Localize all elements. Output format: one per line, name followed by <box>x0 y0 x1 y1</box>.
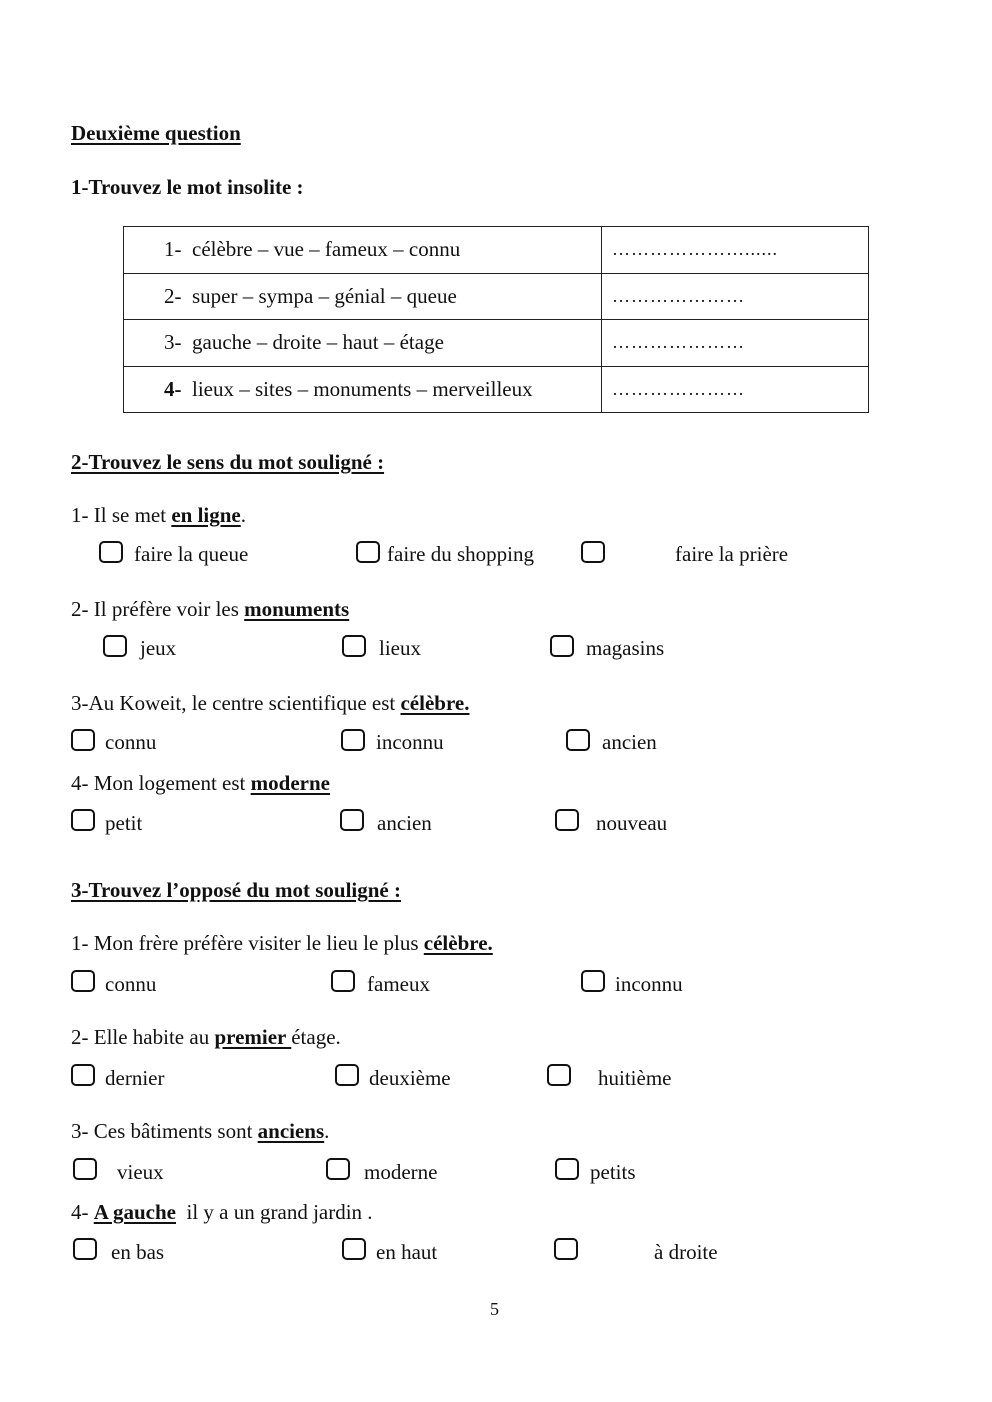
word-list-cell <box>124 273 602 320</box>
underlined-word: monuments <box>244 597 350 621</box>
answer-blank[interactable]: …………………...... <box>602 227 869 274</box>
option-label: faire la prière <box>675 542 789 566</box>
option-label: nouveau <box>596 811 668 835</box>
question-text: 1- Mon frère préfère visiter le lieu le plus <box>71 931 424 955</box>
option-label: inconnu <box>376 730 444 754</box>
option-label: fameux <box>367 972 430 996</box>
question-text: 2- Elle habite au <box>71 1025 215 1049</box>
checkbox[interactable] <box>73 1238 97 1260</box>
checkbox[interactable] <box>555 809 579 831</box>
underlined-word: célèbre. <box>400 691 470 715</box>
checkbox[interactable] <box>71 1064 95 1086</box>
checkbox[interactable] <box>356 541 380 563</box>
word-list-cell <box>124 227 602 274</box>
page-number: 5 <box>490 1299 499 1319</box>
row-number: 3- <box>164 330 182 355</box>
row-number: 2- <box>164 283 182 308</box>
odd-word-table <box>123 226 869 413</box>
checkbox[interactable] <box>554 1238 578 1260</box>
checkbox[interactable] <box>335 1064 359 1086</box>
checkbox[interactable] <box>550 635 574 657</box>
option-label: à droite <box>654 1240 718 1264</box>
question-text: 4- <box>71 1200 94 1224</box>
option-label: moderne <box>364 1160 438 1184</box>
word-list: gauche – droite – haut – étage <box>192 330 444 355</box>
question-text: 4- Mon logement est <box>71 771 251 795</box>
option-label: inconnu <box>615 972 683 996</box>
option-label: connu <box>105 972 157 996</box>
word-list: célèbre – vue – fameux – connu <box>192 237 461 262</box>
option-label: ancien <box>377 811 432 835</box>
question-line <box>71 1200 373 1224</box>
option-label: dernier <box>105 1066 165 1090</box>
checkbox[interactable] <box>99 541 123 563</box>
question-line <box>71 1119 329 1143</box>
question-text: 2- Il préfère voir les <box>71 597 245 621</box>
underlined-word: anciens <box>257 1119 325 1143</box>
part2-title: 2-Trouvez le sens du mot souligné : <box>71 450 385 474</box>
part3-title: 3-Trouvez l’opposé du mot souligné : <box>71 878 401 902</box>
option-label: vieux <box>117 1160 164 1184</box>
answer-blank[interactable]: ………………… <box>602 320 869 367</box>
question-tail: il y a un grand jardin . <box>176 1200 373 1224</box>
option-label: faire la queue <box>134 542 249 566</box>
answer-blank[interactable]: ………………… <box>602 273 869 320</box>
question-tail: . <box>240 503 246 527</box>
option-label: petit <box>105 811 143 835</box>
underlined-word: A gauche <box>93 1200 177 1224</box>
word-list-cell <box>124 320 602 367</box>
checkbox[interactable] <box>331 970 355 992</box>
checkbox[interactable] <box>566 729 590 751</box>
checkbox[interactable] <box>71 970 95 992</box>
part1-title: 1-Trouvez le mot insolite : <box>71 175 304 199</box>
word-list-cell <box>124 366 602 413</box>
option-label: deuxième <box>369 1066 451 1090</box>
question-tail: étage. <box>291 1025 341 1049</box>
checkbox[interactable] <box>103 635 127 657</box>
option-label: en bas <box>111 1240 165 1264</box>
table-row <box>124 273 869 320</box>
table-row <box>124 320 869 367</box>
row-number: 1- <box>164 237 182 262</box>
option-label: petits <box>590 1160 636 1184</box>
underlined-word: premier <box>214 1025 292 1049</box>
question-line <box>71 691 469 715</box>
option-label: ancien <box>602 730 657 754</box>
option-label: lieux <box>379 636 421 660</box>
option-label: faire du shopping <box>387 542 534 566</box>
table-row <box>124 227 869 274</box>
checkbox[interactable] <box>71 729 95 751</box>
checkbox[interactable] <box>326 1158 350 1180</box>
row-number: 4- <box>164 376 182 401</box>
question-text: 3-Au Koweit, le centre scientifique est <box>71 691 401 715</box>
checkbox[interactable] <box>71 809 95 831</box>
checkbox[interactable] <box>581 541 605 563</box>
checkbox[interactable] <box>342 1238 366 1260</box>
word-list: lieux – sites – monuments – merveilleux <box>192 376 533 401</box>
question-line <box>71 1025 341 1049</box>
checkbox[interactable] <box>340 809 364 831</box>
checkbox[interactable] <box>342 635 366 657</box>
checkbox[interactable] <box>73 1158 97 1180</box>
option-label: jeux <box>140 636 177 660</box>
answer-blank[interactable]: ………………… <box>602 366 869 413</box>
underlined-word: moderne <box>250 771 330 795</box>
option-label: connu <box>105 730 157 754</box>
checkbox[interactable] <box>547 1064 571 1086</box>
option-label: magasins <box>586 636 665 660</box>
word-list: super – sympa – génial – queue <box>192 283 457 308</box>
table-row <box>124 366 869 413</box>
question-text: 1- Il se met <box>71 503 172 527</box>
checkbox[interactable] <box>581 970 605 992</box>
question-tail: . <box>324 1119 330 1143</box>
underlined-word: célèbre. <box>423 931 493 955</box>
underlined-word: en ligne <box>171 503 241 527</box>
option-label: huitième <box>598 1066 672 1090</box>
question-line <box>71 771 330 795</box>
checkbox[interactable] <box>555 1158 579 1180</box>
section-title: Deuxième question <box>71 121 241 145</box>
checkbox[interactable] <box>341 729 365 751</box>
question-line <box>71 597 349 621</box>
option-label: en haut <box>376 1240 438 1264</box>
question-line <box>71 503 246 527</box>
question-line <box>71 931 493 955</box>
question-text: 3- Ces bâtiments sont <box>71 1119 258 1143</box>
